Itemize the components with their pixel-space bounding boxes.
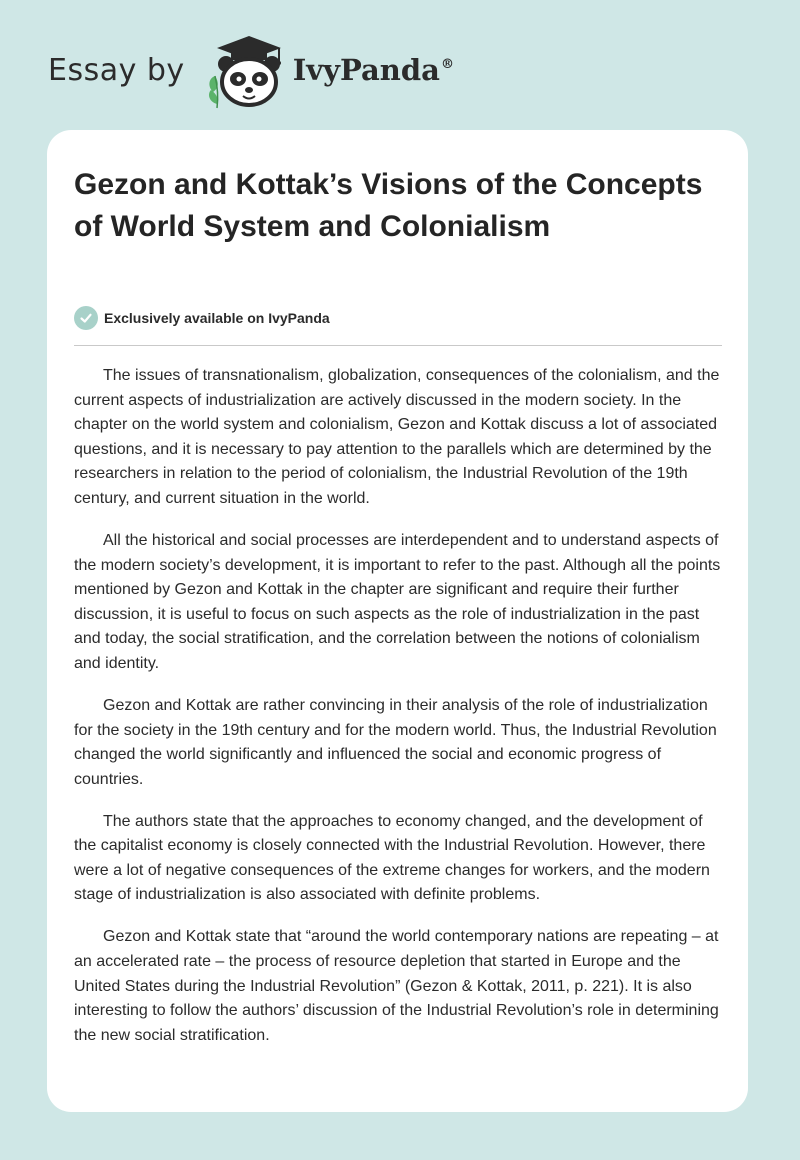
- essay-card: [47, 130, 748, 1112]
- divider: [74, 345, 722, 346]
- paragraph: All the historical and social processes are interdependent and to understand aspects of the modern society’s development, it is important to refer to the past. Although all the points mentioned by Gezon and Kottak in the chapter are significant and require their further discussion, it is useful to focus on such aspects as the role of industrialization in the past and today, the social stratification, and the correlation between the notions of colonialism and identity.: [74, 531, 721, 672]
- check-icon: [74, 306, 98, 330]
- panda-logo-icon[interactable]: [199, 30, 289, 110]
- essay-by-label: Essay by: [48, 52, 185, 88]
- paragraph: The authors state that the approaches to economy changed, and the development of the capitalist economy is closely connected with the Industrial Revolution. However, there were a lot of negative consequences of the extreme changes for workers, and the modern stage of industrialization is also associated with definite problems.: [74, 812, 710, 904]
- paragraph: Gezon and Kottak are rather convincing in their analysis of the role of industrialization for the society in the 19th century and for the modern world. Thus, the Industrial Revolution changed the world significantly and influenced the social and economic progress of countries.: [74, 696, 717, 788]
- paragraph: Gezon and Kottak state that “around the world contemporary nations are repeating – at an accelerated rate – the process of resource depletion that started in Europe and the United States during the Industrial Revolution” (Gezon & Kottak, 2011, p. 221). It is also interesting to follow the authors’ discussion of the Industrial Revolution’s role in determining the new social stratification.: [74, 928, 719, 1044]
- exclusive-badge: [74, 306, 330, 330]
- site-header: [48, 30, 454, 110]
- exclusive-badge-label: Exclusively available on IvyPanda: [104, 310, 330, 326]
- paragraph: The issues of transnationalism, globalization, consequences of the colonialism, and the current aspects of industrialization are actively discussed in the modern society. In the chapter on the world system and colonialism, Gezon and Kottak discuss a lot of associated questions, and it is necessary to pay attention to the parallels which are determined by the researchers in relation to the period of colonialism, the Industrial Revolution of the 19th century, and current situation in the world.: [74, 367, 720, 507]
- registered-mark: ®: [440, 57, 454, 72]
- page-title: Gezon and Kottak’s Visions of the Concepts of World System and Colonialism: [74, 168, 703, 243]
- brand-name[interactable]: IvyPanda®: [292, 53, 454, 87]
- essay-body: [74, 364, 724, 1066]
